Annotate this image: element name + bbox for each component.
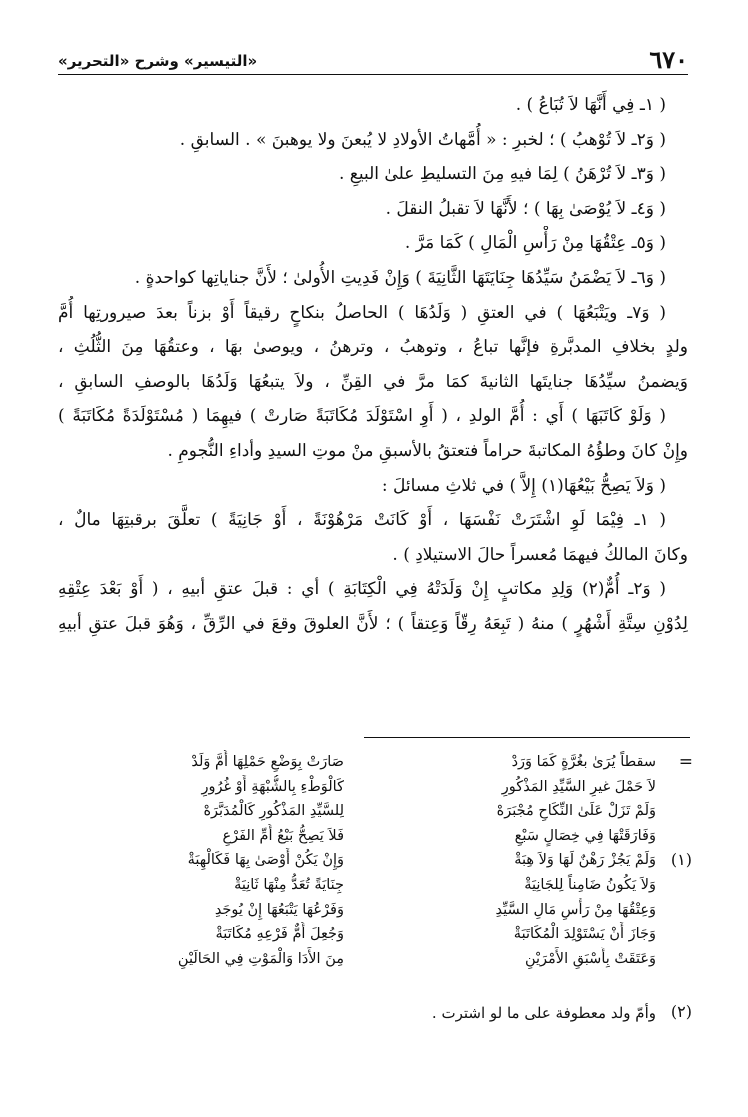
verse-hemistich: وَلاَ يَكُونُ ضَامِناً لِلجَانِيَةْ	[524, 876, 656, 893]
verse-column-left	[58, 750, 344, 971]
page-header	[58, 46, 688, 75]
verse-hemistich: جِنَايَةً تُعَدُّ مِنْهَا ثَانِيَةْ	[234, 876, 344, 893]
verse-hemistich: وَعِتْقُهَا مِنْ رَأْسِ مَالِ السَّيِّدِ	[495, 901, 656, 918]
verse-hemistich: وَلَمْ يَجُزْ رَهْنٌ لَهَا وَلاَ هِبَةْ	[514, 852, 656, 869]
text-line: ( وَ٤ـ لاَ يُوْصَىٰ بِهَا ) ؛ لأَنَّهَا لاَ تقبلُ النقلَ .	[385, 198, 666, 219]
text-line: وَيضمنُ سيِّدُهَا جنايتَها الثانيةَ كمَا مرَّ في القِنِّ ، ولاَ يتبعُهَا وَلَدُهَا بالوصفِ السابقِ ،	[58, 371, 688, 392]
footnote-1-number: (١)	[670, 850, 692, 869]
verse-hemistich: وَعَتَقَتْ بِأَسْبَقِ الأَمْرَيْنِ	[524, 950, 656, 967]
text-line: وإِنْ كانَ وطؤُهُ المكاتبةَ حراماً فتعتقُ بالأسبقِ منْ موتِ السيدِ وأداءِ النُّجومِ .	[167, 440, 688, 461]
text-line: ( وَ٢ـ لاَ تُوْهبُ ) ؛ لخبرِ : « أُمَّهاتُ الأولادِ لا يُبعنَ ولا يوهبنَ » . السابقِ .	[179, 129, 666, 150]
text-line: لِدُوْنِ سِتَّةِ أَشْهُرٍ ) منهُ ( تَبِعَهُ رِقّاً وَعِتقاً ) ؛ لأَنَّ العلوقَ وقعَ في الرِّقِّ ، وَهُوَ قبلَ عتقِ أبيهِ	[58, 613, 688, 634]
text-line: وكانَ المالكُ فيهمَا مُعسراً حالَ الاستيلادِ ) .	[392, 544, 688, 565]
text-line: ( وَلَوْ كَاتَبَهَا ) أَي : أُمَّ الولدِ ، ( أَوِ اسْتَوْلَدَ مُكَاتَبَةً صَارتْ ) فيهِمَا ( مُسْتَوْلَدَةً مُكَاتَبَةً )	[58, 406, 666, 427]
verse-hemistich: مِنَ الأَدَا وَالْمَوْتِ فِي الحَالَيْنِ	[177, 950, 344, 967]
text-line: ( وَ٦ـ لاَ يَضْمَنُ سَيِّدُهَا جِنَايَتَهَا الثَّانِيَةَ ) وَإِنْ فَدِيتِ الأُولىٰ ؛ لأَنَّ جناياتِها كواحدةٍ .	[134, 267, 666, 288]
text-line: ( وَ٣ـ لاَ تُرْهَنُ ) لِمَا فيهِ مِنَ التسليطِ علىٰ البيعِ .	[338, 164, 666, 185]
verse-hemistich: فَلاَ يَصِحُّ بَيْعُ أُمِّ الفَرْعِ	[222, 827, 344, 844]
main-text	[58, 88, 688, 642]
verse-hemistich: لاَ حَمْلَ غيرِ السَّيِّدِ المَذْكُورِ	[501, 778, 656, 795]
verse-hemistich: وَجُعِلَ أُمٌّ فَرْعِهِ مُكَاتَبَةْ	[215, 926, 344, 943]
continuation-mark: =	[678, 752, 693, 772]
text-line: ( ١ـ فِي أَنَّهَا لاَ تُبَاعُ ) .	[515, 95, 666, 115]
verse-hemistich: وَجَازَ أَنْ يَسْتَوْلِدَ الْمُكَاتَبَةْ	[513, 926, 656, 943]
verse-hemistich: كَالْوَطْءِ بِالشُّبْهَةِ أَوْ غُرُورِ	[201, 778, 344, 795]
text-line: ( وَ٢ـ أُمٌّ(٢) وَلِدِ مكاتبٍ إِنْ وَلَدَتْهُ فِي الْكِتَابَةِ ) أي : قبلَ عتقِ أبيهِ ، ( أَوْ بَعْدَ عِتْقِهِ	[58, 579, 666, 600]
verse-hemistich: وَلَمْ تَزَلْ عَلَىٰ النِّكَاحِ مُجْبَرَهْ	[496, 803, 656, 820]
text-line: ( ١ـ فِيْمَا لَوِ اشْتَرَتْ نَفْسَهَا ، أَوْ كَانَتْ مَرْهُوْنَةً ، أَوْ جَانِيَةً ) تعلَّقَ برقبتِهَا مالٌ ،	[58, 510, 666, 531]
text-line: ( وَ٥ـ عِتْقُهَا مِنْ رَأْسِ الْمَالِ ) كَمَا مَرَّ .	[404, 233, 666, 254]
verse-hemistich: لِلسَّيِّدِ المَذْكُورِ كَالْمُدَبَّرَهْ	[203, 803, 344, 820]
footnote-2-number: (٢)	[670, 1002, 692, 1021]
verse-hemistich: وَإِنْ يَكُنْ أَوْصَىٰ بِهَا فَكَالْهِبَةْ	[187, 852, 344, 869]
page-number: ٦٧٠	[649, 45, 688, 74]
verse-hemistich: وَفَرْعُهَا يَتْبَعُهَا إِنْ يُوجَدِ	[214, 901, 344, 918]
text-line: ولدٍ بخلافِ المدبَّرةِ فإنَّها تباعُ ، وتوهبُ ، وترهنُ ، ويوصىٰ بهَا ، وعتقُهَا مِنَ الثُّلُثِ ،	[58, 337, 688, 358]
text-line: ( وَ٧ـ ويَتْبَعُهَا ) في العتقِ ( وَلَدُهَا ) الحاصلُ بنكاحٍ رقيقاً أَوْ بزناً بعدَ صيرورتِها أُمَّ	[58, 302, 667, 323]
verse-hemistich: وَفَارَقَتْهَا فِي خِصَالٍ سَبْعِ	[514, 827, 656, 844]
verse-hemistich: صَارَتْ بِوَضْعِ حَمْلِهَا أُمَّ وَلَدْ	[191, 754, 344, 770]
verse-hemistich: سقطاً يُرَىٰ بغُرَّةٍ كَمَا وَرَدْ	[511, 754, 656, 770]
footnote-separator	[364, 737, 690, 738]
running-title: «التيسير» وشرح «التحرير»	[58, 52, 258, 70]
footnote-2-text: وأمّ ولد معطوفة على ما لو اشترت .	[431, 1004, 656, 1022]
text-line: ( وَلاَ يَصِحُّ بَيْعُهَا(١) إِلاَّ ) في ثلاثِ مسائلَ :	[381, 475, 666, 496]
verse-column-right	[386, 750, 656, 971]
